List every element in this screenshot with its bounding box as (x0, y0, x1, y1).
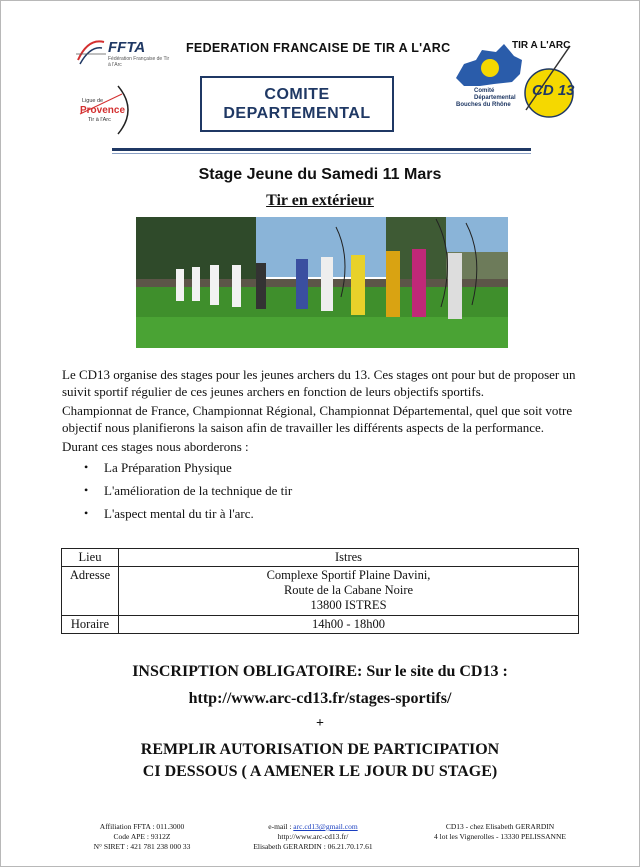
footer-email-label: e-mail : (268, 822, 294, 831)
horaire-label: Horaire (62, 616, 119, 634)
cd13-logo-text3: Bouches du Rhône (456, 102, 511, 108)
bullet-icon: • (84, 483, 89, 497)
footer-contact (238, 822, 388, 852)
ffta-logo (74, 36, 174, 72)
table-row (62, 567, 579, 616)
footer-affiliation-line: Affiliation FFTA : 011.3000 (99, 822, 185, 831)
footer-address-line2: 4 lot les Vignerolles - 13330 PELISSANNE (434, 832, 566, 841)
footer-email-link[interactable]: arc.cd13@gmail.com (293, 822, 358, 831)
objectives-paragraph: Championnat de France, Championnat Régional, Championnat Départemental, quel que soit votre objectif nous planifierons la saison afin de travailler les différents aspects de la performance. (62, 403, 573, 435)
bullet-icon: • (84, 506, 89, 520)
ligue-logo-text3: Tir à l'Arc (88, 117, 111, 123)
ligue-logo-text2: Provence (80, 105, 126, 116)
footer-address-line1: CD13 - chez Elisabeth GERARDIN (445, 822, 555, 831)
adresse-line1: Complexe Sportif Plaine Davini, (266, 568, 431, 582)
intro-paragraph: Le CD13 organise des stages pour les jeunes archers du 13. Ces stages ont pour but de proposer un suivit sportif régulier de ces jeunes archers en fonction de leurs objectifs sportifs. (62, 367, 576, 399)
ffta-logo-sub: Fédération Française de Tir à l'Arc (108, 56, 170, 68)
ligue-logo-text1: Ligue de (82, 98, 104, 104)
footer-website[interactable]: http://www.arc-cd13.fr/ (277, 832, 349, 841)
plus-sign: + (316, 716, 324, 731)
cd13-logo-text1: Comité (474, 88, 495, 94)
lieu-value: Istres (119, 549, 579, 567)
table-row (62, 616, 579, 634)
adresse-value (119, 567, 579, 616)
inscription-heading: INSCRIPTION OBLIGATOIRE: Sur le site du CD13 : (132, 663, 508, 680)
adresse-label: Adresse (62, 567, 119, 616)
bullet-icon: • (84, 460, 89, 474)
archers-photo (136, 217, 508, 348)
header-divider-thin (112, 153, 531, 154)
cd13-logo-text2: Départemental (474, 95, 516, 101)
horaire-value: 14h00 - 18h00 (119, 616, 579, 634)
federation-title: FEDERATION FRANCAISE DE TIR A L'ARC (186, 41, 451, 55)
list-item-text: La Préparation Physique (104, 460, 232, 475)
table-row (62, 549, 579, 567)
lieu-label: Lieu (62, 549, 119, 567)
stage-info-table (61, 548, 579, 634)
footer-affiliation (82, 822, 202, 852)
topics-intro: Durant ces stages nous aborderons : (62, 439, 249, 454)
stage-title: Stage Jeune du Samedi 11 Mars (198, 166, 442, 183)
footer-email-line (238, 822, 388, 832)
comite-line2: DEPARTEMENTAL (223, 105, 371, 122)
cd13-logo-badge: CD 13 (532, 82, 575, 99)
comite-line1: COMITE (264, 86, 330, 103)
cd13-logo-title: TIR A L'ARC (512, 40, 571, 51)
list-item-text: L'amélioration de la technique de tir (104, 483, 293, 498)
inscription-url[interactable]: http://www.arc-cd13.fr/stages-sportifs/ (188, 690, 452, 707)
stage-subtitle: Tir en extérieur (266, 192, 374, 209)
comite-departemental-box (200, 76, 394, 132)
footer-address (420, 822, 580, 842)
list-item-text: L'aspect mental du tir à l'arc. (104, 506, 254, 521)
footer-phone: Elisabeth GERARDIN : 06.21.70.17.61 (253, 842, 373, 851)
cd13-logo (452, 38, 582, 120)
adresse-line2: Route de la Cabane Noire (283, 583, 414, 597)
remplir-line1: REMPLIR AUTORISATION DE PARTICIPATION (140, 741, 500, 758)
header-divider (112, 148, 531, 151)
footer-ape-line: Code APE : 9312Z (113, 832, 171, 841)
footer-siret-line: N° SIRET : 421 781 238 000 33 (93, 842, 191, 851)
ligue-provence-logo (78, 84, 136, 136)
adresse-line3: 13800 ISTRES (310, 598, 387, 612)
remplir-line2: CI DESSOUS ( A AMENER LE JOUR DU STAGE) (142, 763, 498, 780)
ffta-logo-text: FFTA (108, 39, 146, 56)
